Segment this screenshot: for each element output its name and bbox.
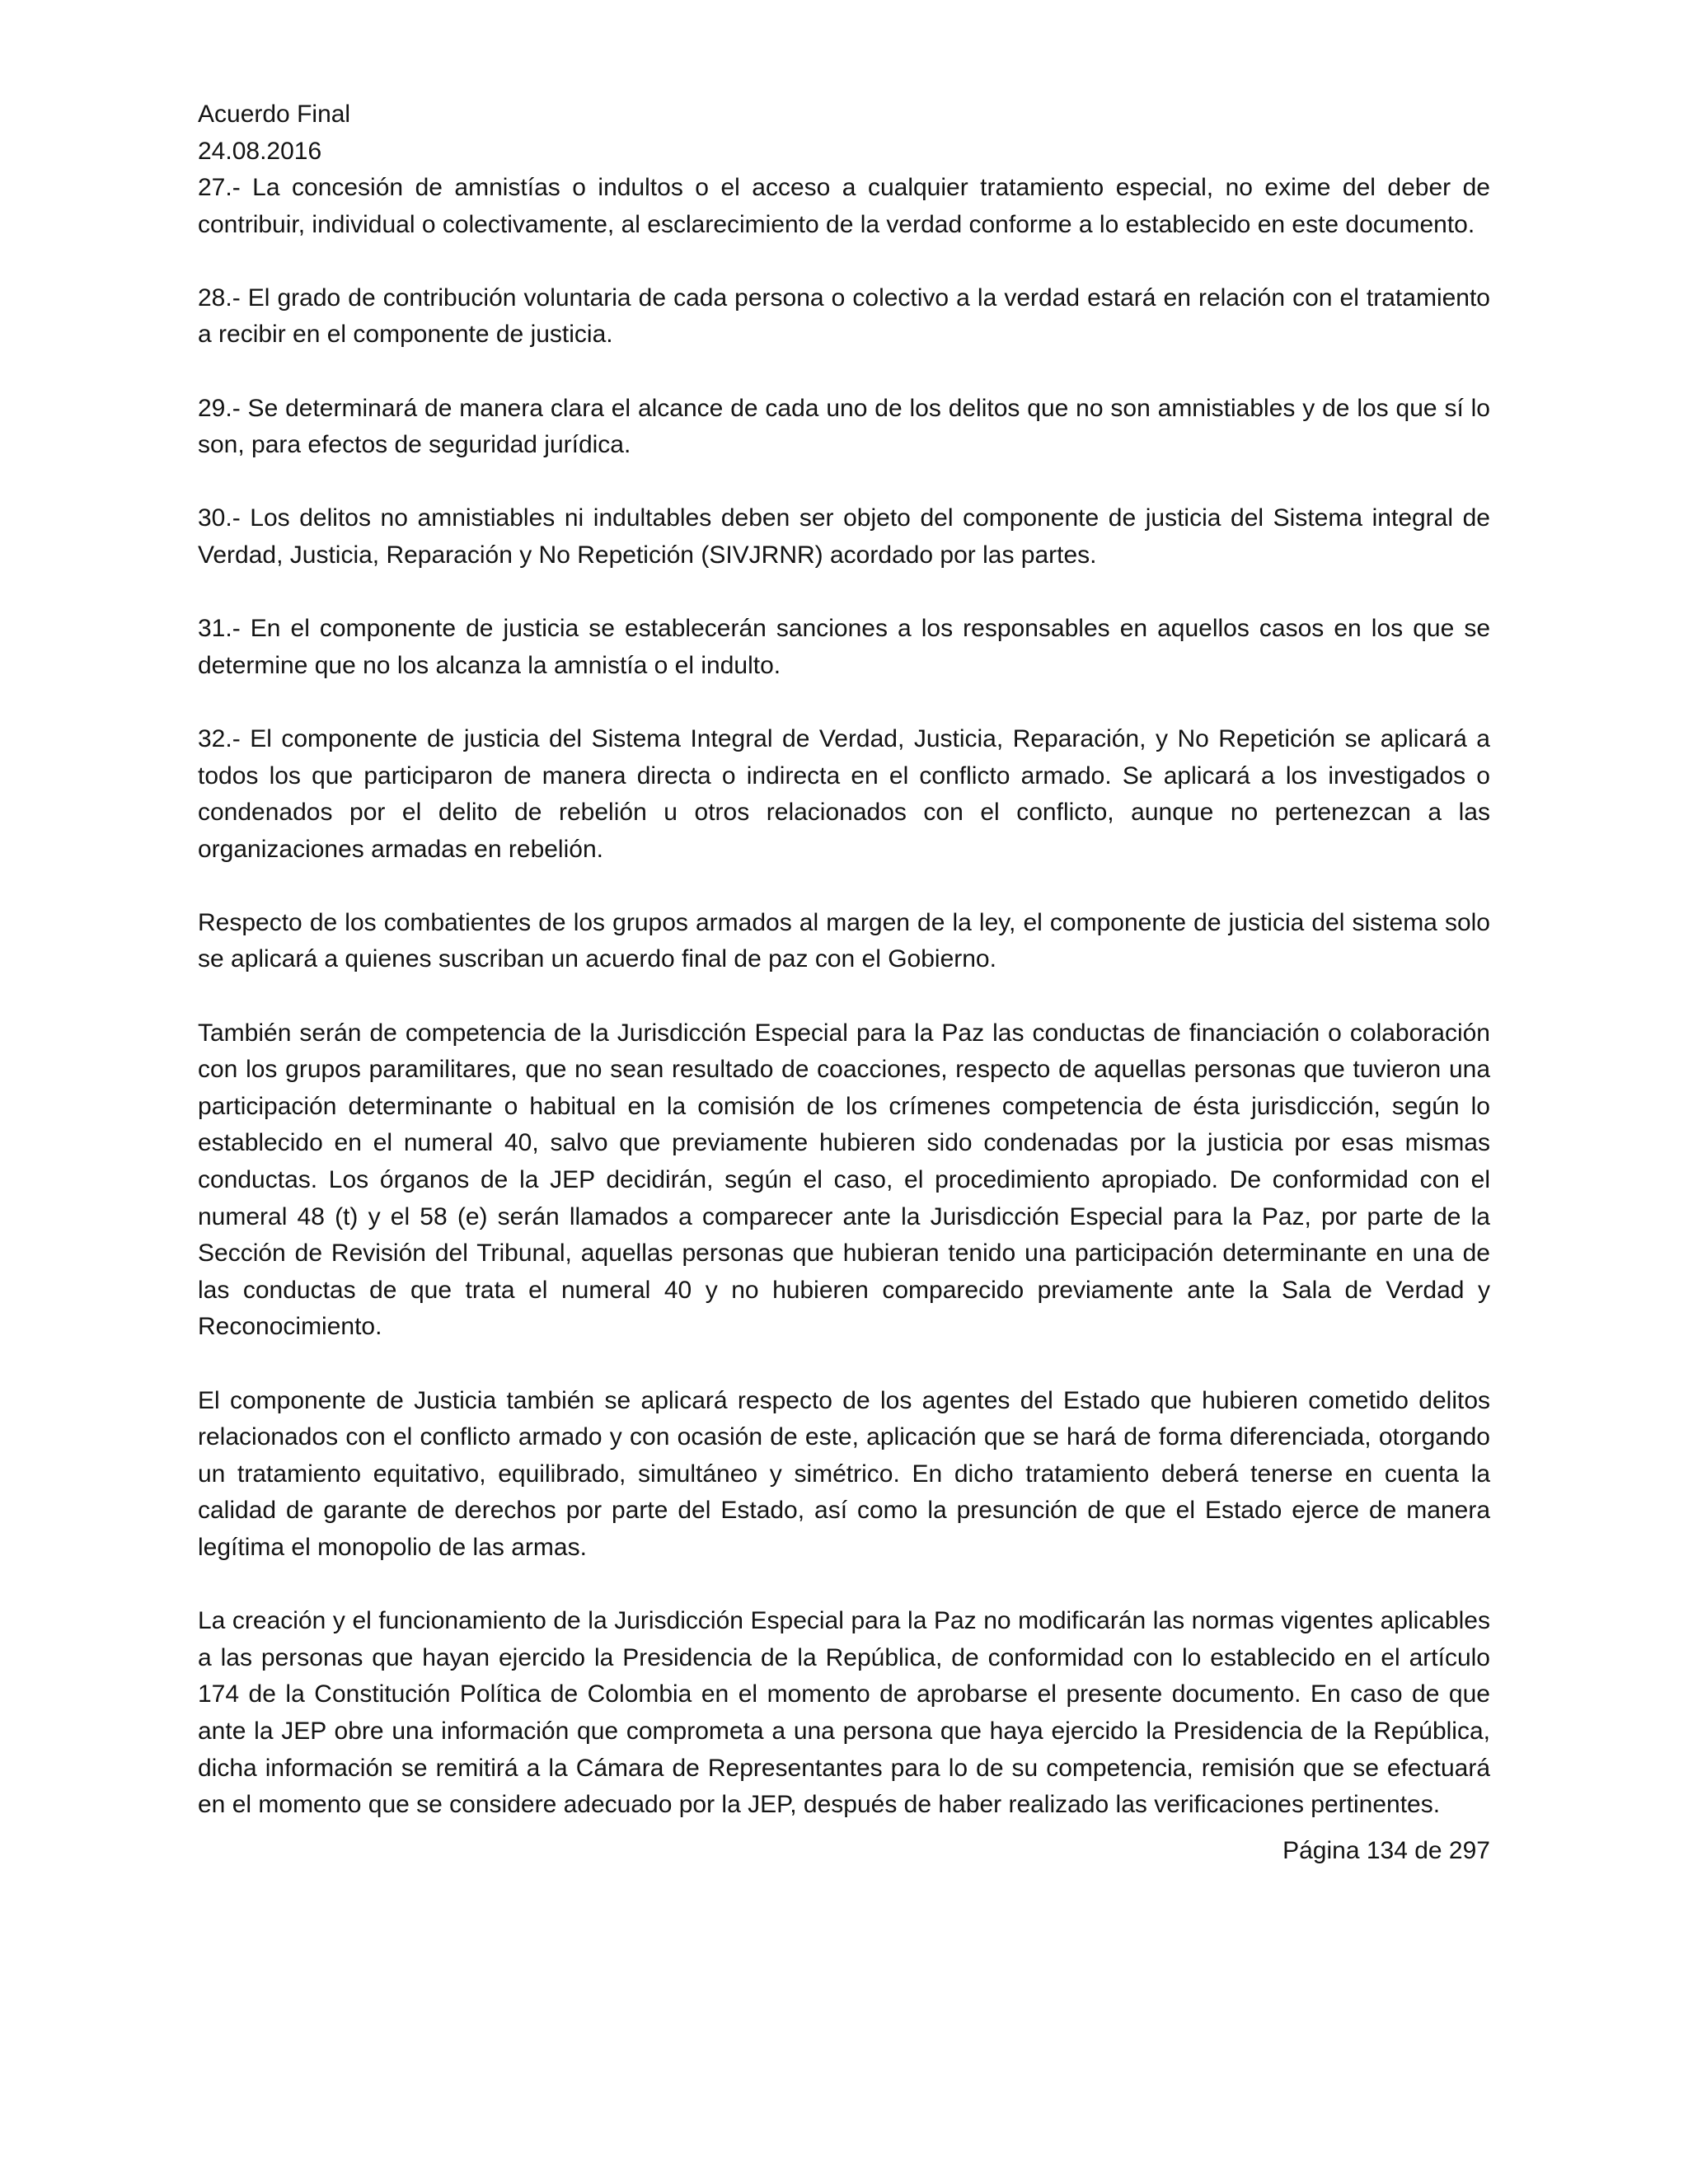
document-title: Acuerdo Final [198,101,351,128]
page-number: Página 134 de 297 [1282,1836,1490,1864]
paragraph-32: 32.- El componente de justicia del Sistema Integral de Verdad, Justicia, Reparación, y No Repetición se aplicará a todos los que participaron de manera directa o indirecta en el conflicto armado. Se aplicará a los investigados o condenados por el delito de rebelión u otros relacionados con el conflicto, aunque no pertenezcan a las organizaciones armadas en rebelión. [198,724,1490,863]
paragraph-presidencia: La creación y el funcionamiento de la Jurisdicción Especial para la Paz no modificarán las normas vigentes aplicables a las personas que hayan ejercido la Presidencia de la República, de conformidad con lo establecido en el artículo 174 de la Constitución Política de Colombia en el momento de aprobarse el presente documento. En caso de que ante la JEP obre una información que comprometa a una persona que haya ejercido la Presidencia de la República, dicha información se remitirá a la Cámara de Representantes para lo de su competencia, remisión que se efectuará en el momento que se considere adecuado por la JEP, después de haber realizado las verificaciones pertinentes. [198,1607,1490,1819]
paragraph-competencia: También serán de competencia de la Jurisdicción Especial para la Paz las conductas de financiación o colaboración con los grupos paramilitares, que no sean resultado de coacciones, respecto de aquellas personas que tuvieron una participación determinante o habitual en la comisión de los crímenes competencia de ésta jurisdicción, según lo establecido en el numeral 40, salvo que previamente hubieren sido condenadas por la justicia por esas mismas conductas. Los órganos de la JEP decidirán, según el caso, el procedimiento apropiado. De conformidad con el numeral 48 (t) y el 58 (e) serán llamados a comparecer ante la Jurisdicción Especial para la Paz, por parte de la Sección de Revisión del Tribunal, aquellas personas que hubieran tenido una participación determinante en una de las conductas de que trata el numeral 40 y no hubieren comparecido previamente ante la Sala de Verdad y Reconocimiento. [198,1019,1490,1341]
document-page [198,96,1490,1869]
document-header [198,96,1490,170]
document-date: 24.08.2016 [198,138,322,165]
paragraph-27: 27.- La concesión de amnistías o indultos o el acceso a cualquier tratamiento especial, no exime del deber de contribuir, individual o colectivamente, al esclarecimiento de la verdad conforme a lo establecido en este documento. [198,174,1490,238]
paragraph-29: 29.- Se determinará de manera clara el alcance de cada uno de los delitos que no son amnistiables y de los que sí lo son, para efectos de seguridad jurídica. [198,394,1490,459]
paragraph-30: 30.- Los delitos no amnistiables ni indultables deben ser objeto del componente de justicia del Sistema integral de Verdad, Justicia, Reparación y No Repetición (SIVJRNR) acordado por las partes. [198,504,1490,569]
paragraph-combatientes: Respecto de los combatientes de los grupos armados al margen de la ley, el componente de justicia del sistema solo se aplicará a quienes suscriban un acuerdo final de paz con el Gobierno. [198,908,1490,973]
paragraph-28: 28.- El grado de contribución voluntaria de cada persona o colectivo a la verdad estará en relación con el tratamiento a recibir en el componente de justicia. [198,284,1490,349]
document-body [198,170,1490,1824]
paragraph-agentes-estado: El componente de Justicia también se aplicará respecto de los agentes del Estado que hubieren cometido delitos relacionados con el conflicto armado y con ocasión de este, aplicación que se hará de forma diferenciada, otorgando un tratamiento equitativo, equilibrado, simultáneo y simétrico. En dicho tratamiento deberá tenerse en cuenta la calidad de garante de derechos por parte del Estado, así como la presunción de que el Estado ejerce de manera legítima el monopolio de las armas. [198,1386,1490,1561]
paragraph-31: 31.- En el componente de justicia se establecerán sanciones a los responsables en aquellos casos en los que se determine que no los alcanza la amnistía o el indulto. [198,615,1490,679]
